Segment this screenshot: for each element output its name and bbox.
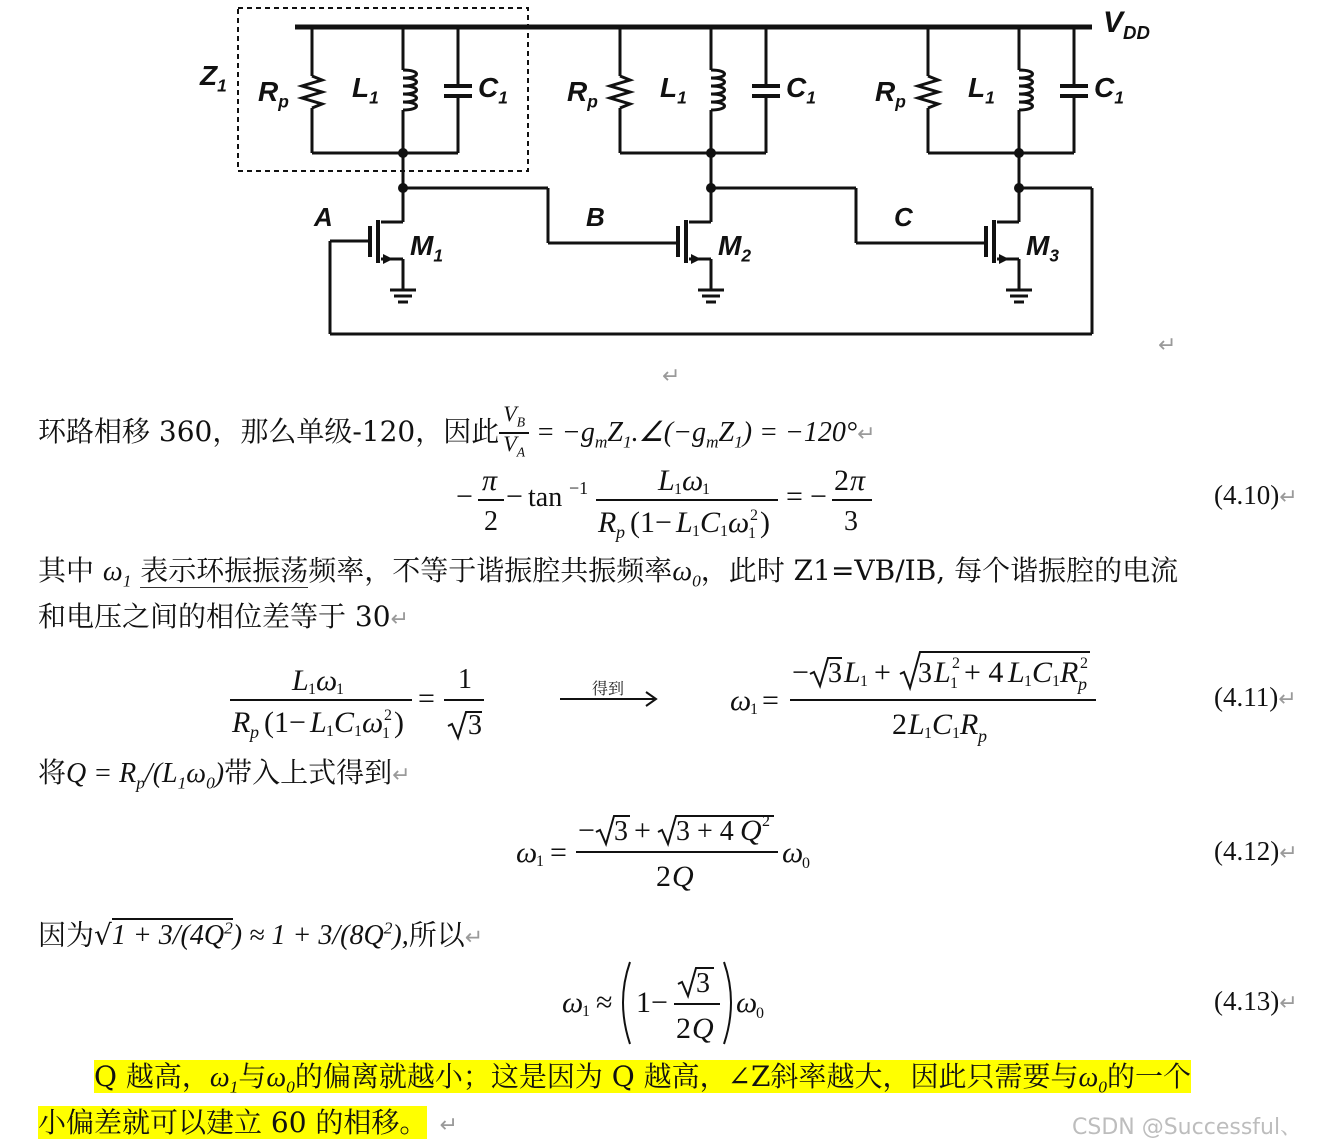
svg-text:L: L bbox=[676, 506, 693, 539]
p2-omega0 bbox=[672, 556, 701, 591]
vb-numerator bbox=[499, 401, 529, 434]
rp-label-1-main: R bbox=[258, 76, 279, 107]
svg-text:1: 1 bbox=[582, 1003, 590, 1020]
rp-label-1 bbox=[258, 76, 289, 113]
svg-text:2: 2 bbox=[384, 707, 392, 724]
svg-text:1: 1 bbox=[1052, 673, 1060, 690]
svg-text:−: − bbox=[578, 814, 595, 847]
node-label-c: C bbox=[894, 202, 913, 232]
svg-text:1: 1 bbox=[750, 701, 758, 718]
vdd-label-sub: DD bbox=[1123, 22, 1150, 43]
c1-label-2-sub: 1 bbox=[806, 87, 816, 108]
svg-text:Q: Q bbox=[692, 1012, 714, 1045]
p5-l1d: 的一个 bbox=[1106, 1060, 1191, 1093]
l1-label-3 bbox=[968, 72, 995, 109]
p2-omega1-sub: 1 bbox=[122, 571, 132, 591]
m-label-2-main: M bbox=[718, 230, 742, 261]
paragraph-substitute-q bbox=[38, 756, 411, 801]
svg-text:−: − bbox=[810, 480, 827, 513]
p1-rest-e: ) = −120° bbox=[742, 416, 858, 448]
svg-text:1: 1 bbox=[950, 675, 958, 692]
svg-text:2: 2 bbox=[952, 655, 960, 672]
c1-label-1 bbox=[478, 72, 508, 109]
csdn-watermark: CSDN @Successful、 bbox=[1072, 1115, 1303, 1140]
arrow-right-icon bbox=[558, 688, 662, 708]
svg-text:1: 1 bbox=[720, 523, 728, 540]
p3-q3: ω bbox=[186, 758, 207, 789]
p1-rest-c: .∠(−g bbox=[631, 416, 706, 448]
p3-q2-sub: 1 bbox=[177, 773, 187, 793]
p2-t5: ，此时 Z1=VB/IB, 每个谐振腔的电流 bbox=[700, 554, 1179, 587]
sqrt-sign-icon: √ bbox=[94, 918, 112, 952]
p5-l1a: Q 越高， bbox=[94, 1060, 210, 1093]
svg-text:L: L bbox=[1008, 656, 1025, 689]
svg-text:1: 1 bbox=[382, 725, 390, 742]
return-mark-4-13: ↵ bbox=[1279, 991, 1298, 1016]
m-label-3 bbox=[1026, 230, 1059, 267]
return-mark-p3: ↵ bbox=[392, 763, 411, 788]
svg-text:1: 1 bbox=[308, 681, 316, 698]
svg-text:R: R bbox=[232, 706, 251, 739]
svg-text:=: = bbox=[550, 836, 567, 869]
p5-omega1-main: ω bbox=[209, 1062, 230, 1093]
equation-number-4-13 bbox=[1214, 986, 1298, 1017]
z1-label bbox=[200, 60, 227, 97]
svg-text:ω: ω bbox=[730, 684, 752, 717]
l1-label-1-sub: 1 bbox=[369, 87, 379, 108]
svg-text:ω: ω bbox=[728, 506, 750, 539]
m-label-3-main: M bbox=[1026, 230, 1050, 261]
p4-expr3: ), bbox=[392, 920, 409, 952]
paragraph-oscillation-frequency-line2 bbox=[38, 600, 409, 637]
svg-text:p: p bbox=[1078, 674, 1087, 694]
svg-text:=: = bbox=[762, 684, 779, 717]
svg-text:): ) bbox=[760, 506, 770, 539]
p5-omega0b-main: ω bbox=[1078, 1062, 1099, 1093]
rp-label-2-sub: p bbox=[587, 91, 598, 112]
p4-expr: 1 + 3/(4Q bbox=[111, 920, 225, 952]
l1-label-3-main: L bbox=[968, 72, 986, 103]
svg-text:3: 3 bbox=[468, 710, 482, 741]
svg-text:1: 1 bbox=[674, 481, 682, 498]
svg-text:ω: ω bbox=[782, 836, 804, 869]
va-den-sub: A bbox=[516, 444, 526, 460]
svg-text:C: C bbox=[334, 706, 355, 739]
svg-text:−: − bbox=[456, 480, 473, 513]
p3-t2: 带入上式得到 bbox=[224, 756, 393, 789]
svg-text:1: 1 bbox=[860, 673, 868, 690]
p1-rest-b-sub: 1 bbox=[622, 432, 632, 452]
p5-omega0 bbox=[266, 1062, 295, 1097]
svg-text:L: L bbox=[310, 706, 327, 739]
m-label-1-main: M bbox=[410, 230, 434, 261]
svg-text:ω: ω bbox=[736, 986, 758, 1019]
svg-text:3 + 4: 3 + 4 bbox=[676, 816, 734, 847]
svg-text:3: 3 bbox=[614, 816, 628, 847]
svg-text:1: 1 bbox=[952, 725, 960, 742]
svg-text:1: 1 bbox=[354, 723, 362, 740]
p3-q2: /(L bbox=[144, 758, 178, 789]
rp-label-2 bbox=[567, 76, 598, 113]
paragraph-oscillation-frequency bbox=[38, 554, 1178, 599]
rp-label-1-sub: p bbox=[278, 91, 289, 112]
p5-omega0b-sub: 0 bbox=[1098, 1077, 1107, 1097]
p3-q4: ) bbox=[214, 758, 225, 789]
return-mark-p4: ↵ bbox=[464, 925, 484, 951]
m-label-2-sub: 2 bbox=[741, 245, 751, 266]
l1-label-1 bbox=[352, 72, 379, 109]
p3-q-expression bbox=[66, 758, 225, 793]
svg-text:2: 2 bbox=[676, 1012, 691, 1045]
return-mark-figure: ↵ bbox=[1158, 333, 1177, 358]
return-mark-p5: ↵ bbox=[439, 1113, 458, 1138]
svg-text:L: L bbox=[844, 656, 861, 689]
svg-text:1: 1 bbox=[702, 481, 710, 498]
svg-text:1: 1 bbox=[692, 523, 700, 540]
equation-number-4-11 bbox=[1214, 682, 1297, 713]
return-mark-4-12: ↵ bbox=[1279, 841, 1298, 866]
p1-text: 环路相移 360，那么单级-120，因此 bbox=[38, 414, 500, 448]
svg-text:p: p bbox=[250, 722, 259, 742]
p3-q-sub: p bbox=[136, 773, 145, 793]
equation-number-4-10 bbox=[1214, 480, 1298, 511]
svg-text:+: + bbox=[634, 814, 651, 847]
svg-text:tan: tan bbox=[528, 482, 563, 513]
eqno-4-12-text: (4.12) bbox=[1214, 836, 1280, 866]
p5-line2: 小偏差就可以建立 60 的相移。 bbox=[38, 1106, 428, 1139]
va-den-v: V bbox=[503, 431, 517, 457]
svg-text:C: C bbox=[932, 708, 953, 741]
m-label-1 bbox=[410, 230, 443, 267]
l1-label-1-main: L bbox=[352, 72, 370, 103]
svg-text:1: 1 bbox=[336, 681, 344, 698]
p3-q3-sub: 0 bbox=[206, 773, 215, 793]
svg-text:Q: Q bbox=[740, 814, 762, 847]
svg-text:L: L bbox=[934, 656, 951, 689]
svg-text:C: C bbox=[1032, 656, 1053, 689]
l1-label-3-sub: 1 bbox=[985, 87, 995, 108]
svg-text:2: 2 bbox=[762, 813, 770, 830]
p2-omega1 bbox=[102, 556, 132, 591]
svg-text:2: 2 bbox=[892, 708, 907, 741]
p4-expression-2 bbox=[233, 920, 409, 951]
return-mark-blank: ↵ bbox=[662, 364, 681, 389]
svg-text:3: 3 bbox=[844, 506, 858, 537]
l1-label-2-main: L bbox=[660, 72, 678, 103]
c1-label-3 bbox=[1094, 72, 1124, 109]
equation-4-10 bbox=[440, 458, 900, 544]
oscillator-circuit bbox=[0, 0, 1329, 390]
svg-text:0: 0 bbox=[802, 855, 810, 872]
svg-text:−: − bbox=[792, 656, 809, 689]
svg-text:π: π bbox=[850, 464, 866, 497]
vdd-label bbox=[1103, 6, 1150, 44]
p2-line2: 和电压之间的相位差等于 30 bbox=[38, 600, 391, 633]
l1-label-2-sub: 1 bbox=[677, 87, 687, 108]
c1-label-1-main: C bbox=[478, 72, 499, 103]
svg-text:1: 1 bbox=[536, 853, 544, 870]
vb-num-sub: B bbox=[516, 414, 526, 430]
equation-4-13 bbox=[556, 954, 786, 1050]
svg-text:R: R bbox=[960, 708, 979, 741]
svg-text:2: 2 bbox=[834, 464, 849, 497]
svg-text:Q: Q bbox=[672, 860, 694, 893]
p5-omega0-main: ω bbox=[266, 1062, 287, 1093]
svg-text:2: 2 bbox=[656, 860, 671, 893]
p5-omega1 bbox=[209, 1062, 239, 1097]
m-label-2 bbox=[718, 230, 751, 267]
svg-text:R: R bbox=[598, 506, 617, 539]
p4-expr2: ) ≈ 1 + 3/(8Q bbox=[232, 920, 384, 952]
equation-4-11-left bbox=[222, 656, 502, 748]
p1-rest-c-sub: m bbox=[705, 432, 719, 452]
p3-q: Q = R bbox=[66, 758, 137, 789]
svg-text:L: L bbox=[908, 708, 925, 741]
p1-rest-d: Z bbox=[718, 416, 735, 448]
svg-text:2: 2 bbox=[1080, 655, 1088, 672]
vb-over-va-fraction bbox=[499, 401, 529, 463]
svg-text:=: = bbox=[418, 682, 435, 715]
svg-text:ω: ω bbox=[516, 836, 538, 869]
c1-label-2 bbox=[786, 72, 816, 109]
equation-4-11-right bbox=[724, 640, 1104, 752]
svg-text:3: 3 bbox=[918, 658, 932, 689]
z1-label-sub: 1 bbox=[217, 75, 227, 96]
return-mark-4-11: ↵ bbox=[1278, 687, 1297, 712]
svg-text:1: 1 bbox=[458, 664, 472, 695]
return-mark-4-10: ↵ bbox=[1279, 485, 1298, 510]
svg-text:3: 3 bbox=[828, 658, 842, 689]
p5-line1 bbox=[94, 1060, 1191, 1097]
p5-l1b: 与 bbox=[238, 1060, 267, 1093]
paragraph-conclusion-line2 bbox=[38, 1106, 458, 1143]
paragraph-phase-shift bbox=[38, 401, 876, 463]
svg-text:L: L bbox=[658, 464, 675, 497]
svg-text:+: + bbox=[874, 656, 891, 689]
l1-label-2 bbox=[660, 72, 687, 109]
c1-label-2-main: C bbox=[786, 72, 807, 103]
svg-text:=: = bbox=[786, 480, 803, 513]
paragraph-approximation bbox=[38, 912, 483, 955]
vb-num-v: V bbox=[503, 401, 517, 426]
svg-text:0: 0 bbox=[756, 1005, 764, 1022]
svg-text:L: L bbox=[292, 664, 309, 697]
svg-text:p: p bbox=[616, 522, 625, 542]
eqno-4-13-text: (4.13) bbox=[1214, 986, 1280, 1016]
m-label-3-sub: 3 bbox=[1049, 245, 1059, 266]
svg-text:+ 4: + 4 bbox=[964, 656, 1004, 689]
p2-t4: 频率，不等于谐振腔共振频率 bbox=[308, 554, 673, 587]
svg-text:C: C bbox=[700, 506, 721, 539]
rp-label-2-main: R bbox=[567, 76, 588, 107]
c1-label-3-sub: 1 bbox=[1114, 87, 1124, 108]
arrow-label-obtained: 得到 bbox=[592, 679, 625, 698]
p2-omega0-sub: 0 bbox=[692, 571, 701, 591]
paragraph-conclusion bbox=[94, 1060, 1191, 1105]
svg-text:1−: 1− bbox=[636, 986, 668, 1019]
eqno-4-10-text: (4.10) bbox=[1214, 480, 1280, 510]
svg-text:ω: ω bbox=[682, 464, 704, 497]
p4-expression bbox=[112, 918, 233, 951]
p3-t1: 将 bbox=[38, 756, 67, 789]
return-mark-p2: ↵ bbox=[390, 607, 409, 632]
c1-label-1-sub: 1 bbox=[498, 87, 508, 108]
rp-label-3 bbox=[875, 76, 906, 113]
equation-number-4-12 bbox=[1214, 836, 1298, 867]
c1-label-3-main: C bbox=[1094, 72, 1115, 103]
p2-t1: 其中 bbox=[38, 554, 103, 587]
p1-rest-b: Z bbox=[607, 416, 623, 448]
equation-4-12 bbox=[510, 800, 830, 898]
m-label-1-sub: 1 bbox=[433, 245, 443, 266]
z1-label-z: Z bbox=[200, 60, 218, 91]
svg-text:p: p bbox=[978, 726, 987, 746]
p2-omega1-main: ω bbox=[102, 556, 123, 587]
p2-t2 bbox=[131, 554, 140, 587]
eqno-4-11-text: (4.11) bbox=[1214, 682, 1279, 712]
svg-text:−: − bbox=[506, 480, 523, 513]
node-label-b: B bbox=[586, 202, 605, 232]
p4-expr2-sup: 2 bbox=[383, 919, 393, 938]
svg-text:−1: −1 bbox=[569, 478, 589, 498]
p5-l1c: 的偏离就越小；这是因为 Q 越高，∠Z斜率越大，因此只需要与 bbox=[294, 1060, 1079, 1093]
p5-omega0b bbox=[1078, 1062, 1107, 1097]
p1-rest-a-sub: m bbox=[594, 432, 608, 452]
p5-omega1-sub: 1 bbox=[229, 1077, 239, 1097]
svg-text:3: 3 bbox=[696, 968, 710, 999]
p1-rest-d-sub: 1 bbox=[734, 432, 743, 452]
p1-rest bbox=[529, 416, 858, 452]
svg-text:R: R bbox=[1060, 656, 1079, 689]
rp-label-3-main: R bbox=[875, 76, 896, 107]
node-label-a: A bbox=[314, 202, 333, 232]
svg-text:1: 1 bbox=[924, 725, 932, 742]
svg-text:π: π bbox=[482, 464, 498, 497]
return-mark-p1: ↵ bbox=[857, 421, 876, 447]
svg-text:1: 1 bbox=[326, 723, 334, 740]
svg-text:ω: ω bbox=[362, 706, 384, 739]
svg-text:ω: ω bbox=[562, 986, 584, 1019]
vdd-label-v: V bbox=[1103, 6, 1124, 39]
svg-text:(1−: (1− bbox=[264, 706, 306, 739]
svg-text:ω: ω bbox=[316, 664, 338, 697]
p1-rest-a: = −g bbox=[529, 416, 595, 448]
svg-text:2: 2 bbox=[484, 506, 498, 537]
p4-t1: 因为 bbox=[38, 918, 95, 952]
svg-text:1: 1 bbox=[1024, 673, 1032, 690]
svg-text:1: 1 bbox=[748, 525, 756, 542]
svg-text:≈: ≈ bbox=[596, 986, 613, 1019]
p4-t2: 所以 bbox=[408, 918, 465, 952]
svg-text:(1−: (1− bbox=[630, 506, 672, 539]
rp-label-3-sub: p bbox=[895, 91, 906, 112]
p2-underlined: 表示环振振荡 bbox=[140, 554, 309, 587]
p5-omega0-sub: 0 bbox=[286, 1077, 295, 1097]
p2-omega0-main: ω bbox=[672, 556, 693, 587]
p4-expr-sup: 2 bbox=[224, 919, 233, 938]
svg-text:2: 2 bbox=[750, 507, 758, 524]
svg-text:): ) bbox=[394, 706, 404, 739]
